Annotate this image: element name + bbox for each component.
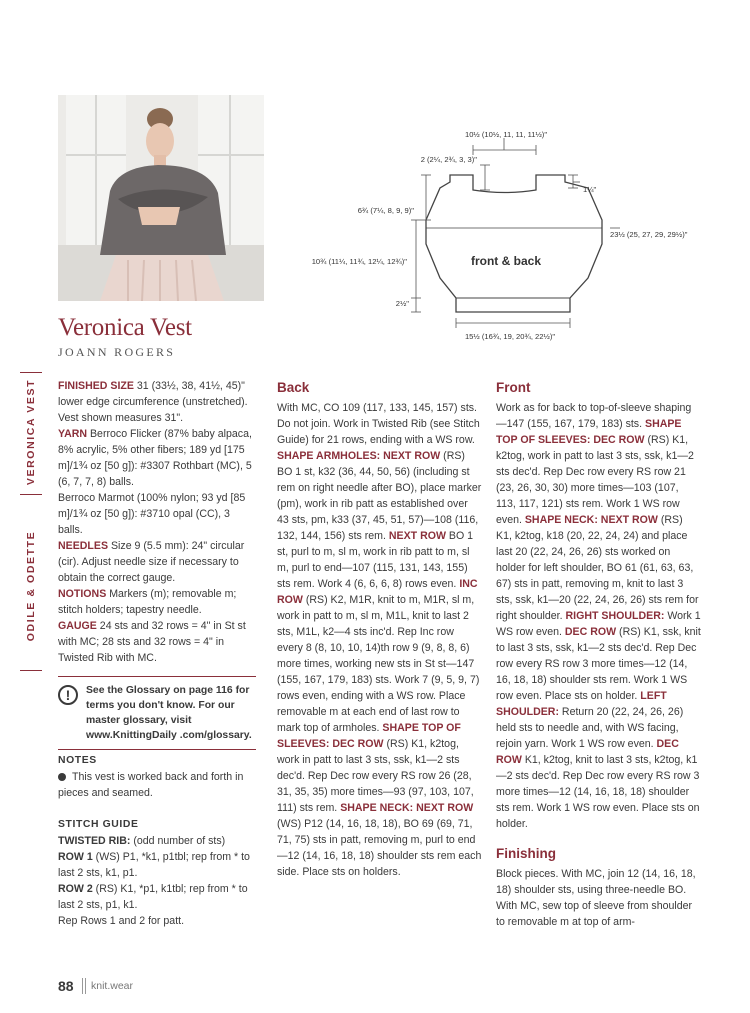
side-tab-divider bbox=[20, 372, 42, 373]
page-number: 88 bbox=[58, 978, 74, 994]
model-photo bbox=[58, 95, 264, 301]
stitch-guide-heading: STITCH GUIDE bbox=[58, 819, 139, 830]
row-1: ROW 1 (WS) P1, *k1, p1tbl; rep from * to last 2 sts, k1, p1. bbox=[58, 851, 250, 879]
front-instructions: Work as for back to top-of-sleeve shaping—147 (155, 167, 179, 183) sts. SHAPE TOP OF SLEEVES: DEC ROW (RS) K1, k2tog, work in patt to last 3 sts, ssk, k1—2 sts dec'd. Rep Dec row every RS row 21 (23, 26, 30, 30) more times—103 (107, 113, 117, 121) sts rem. Work 1 WS row even. SHAPE NECK: NEXT ROW (RS) K1, k2tog, k18 (20, 22, 24, 24) and place last 20 (22, 24, 26, 26) sts worked on holder for left shoulder, BO 61 (61, 63, 63, 67) sts in patt, removing m, knit to last 3 sts, ssk, k1—20 (22, 24, 26, 26) sts rem for right shoulder. RIGHT SHOULDER: Work 1 WS row even. DEC ROW (RS) K1, ssk, knit to last 3 sts, ssk, k1—2 sts dec'd. Rep Dec row every RS row 3 more times—12 (14, 16, 18, 18) shoulder sts rem. Work 1 WS row even. Place sts on holder. LEFT SHOULDER: Return 20 (22, 24, 26, 26) held sts to needle and, with WS facing, rejoin yarn. Work 1 WS row even. DEC ROW K1, k2tog, knit to last 3 sts, k2tog, k1—2 sts dec'd. Rep Dec row every RS row 3 more times—12 (14, 16, 18, 18) shoulder sts rem. Work 1 WS row even. Place sts on holder. bbox=[496, 402, 701, 830]
side-tab-divider bbox=[20, 494, 42, 495]
gauge: GAUGE 24 sts and 32 rows = 4" in St st with MC; 28 sts and 32 rows = 4" in Twisted Rib with MC. bbox=[58, 620, 246, 664]
schematic-rib-height: 2½" bbox=[395, 299, 409, 308]
side-tab-divider bbox=[20, 670, 42, 671]
schematic-circumference: 23½ (25, 27, 29, 29½)" bbox=[610, 230, 688, 239]
schematic-diagram bbox=[290, 120, 730, 350]
side-tab bbox=[20, 372, 42, 672]
finished-size: FINISHED SIZE 31 (33½, 38, 41½, 45)" lower edge circumference (unstretched). Vest shown measures 31". bbox=[58, 380, 248, 424]
schematic-top-width: 10½ (10½, 11, 11, 11½)" bbox=[464, 130, 548, 139]
notes-item: This vest is worked back and forth in pieces and seamed. bbox=[58, 771, 244, 799]
notes-section bbox=[58, 753, 256, 801]
finishing-instructions: Block pieces. With MC, join 12 (14, 16, 18, 18) shoulder sts, using three-needle BO. With MC, sew top of sleeve from shoulder to removable m at top of arm- bbox=[496, 868, 696, 928]
bullet-icon bbox=[58, 773, 66, 781]
side-tab-pattern-name: VERONICA VEST bbox=[25, 378, 37, 486]
schematic-sleeve-depth: 6¾ (7¼, 8, 9, 9)" bbox=[357, 206, 414, 215]
back-section bbox=[277, 380, 482, 880]
dimension-lines bbox=[411, 138, 620, 328]
schematic-side-length: 10¾ (11¼, 11¾, 12¼, 12¾)" bbox=[311, 257, 407, 266]
schematic-piece-label: front & back bbox=[470, 254, 542, 268]
twisted-rib: TWISTED RIB: (odd number of sts) bbox=[58, 835, 226, 847]
footer-divider bbox=[82, 978, 86, 994]
back-instructions: With MC, CO 109 (117, 133, 145, 157) sts. Do not join. Work in Twisted Rib (see Stitch Guide) for 21 rows, ending with a WS row. SHAPE ARMHOLES: NEXT ROW (RS) BO 1 st, k32 (36, 44, 50, 56) (including st rem on right needle after BO), place marker (pm), work in rib patt as established over 43 sts, pm, k33 (37, 45, 51, 57)—108 (116, 132, 144, 156) sts rem. NEXT ROW BO 1 st, purl to m, sl m, work in rib patt to m, sl m, purl to end—107 (115, 131, 143, 155) sts rem. Work 4 (6, 6, 6, 8) rows even. INC ROW (RS) K2, M1R, knit to m, M1R, sl m, work in patt to m, sl m, M1L, knit to last 2 sts, M1L, k2—4 sts inc'd. Rep Inc row every 8 (8, 10, 10, 14)th row 9 (9, 8, 8, 6) more times, working new sts in St st—147 (155, 167, 179, 183) sts. Work 7 (9, 5, 9, 7) rows even, ending with a WS row. Place removable m at each end of last row to mark top of armholes. SHAPE TOP OF SLEEVES: DEC ROW (RS) K1, k2tog, work in patt to last 3 sts, ssk, k1—2 sts dec'd. Rep Dec row every RS row 26 (28, 31, 35, 35) more times—93 (97, 103, 107, 111) sts rem. SHAPE NECK: NEXT ROW (WS) P12 (14, 16, 18, 18), BO 69 (69, 71, 71, 75) sts in patt, removing m, purl to end—12 (14, 16, 18, 18) shoulder sts rem each side. Place sts on holders. bbox=[277, 402, 482, 878]
yarn: YARN Berroco Flicker (87% baby alpaca, 8% acrylic, 5% other fibers; 189 yd [175 m]/1¾ oz [50 g]): #3307 Rothbart (MC), 5 (6, 7, 7, 8) balls. bbox=[58, 428, 252, 488]
notions: NOTIONS Markers (m); removable m; stitch holders; tapestry needle. bbox=[58, 588, 237, 616]
schematic-outline bbox=[426, 175, 602, 312]
stitch-guide-section bbox=[58, 817, 256, 929]
needles: NEEDLES Size 9 (5.5 mm): 24" circular (cir). Adjust needle size if necessary to obtain the correct gauge. bbox=[58, 540, 245, 584]
schematic-bottom-width: 15½ (16¾, 19, 20¾, 22½)" bbox=[464, 332, 556, 341]
finishing-heading: Finishing bbox=[496, 846, 556, 861]
pattern-title: Veronica Vest bbox=[58, 314, 192, 341]
notes-heading: NOTES bbox=[58, 755, 97, 766]
exclamation-icon: ! bbox=[58, 685, 78, 705]
schematic-shoulder-drop: 1¼" bbox=[583, 185, 597, 194]
schematic-neck-drop: 2 (2¼, 2¾, 3, 3)" bbox=[420, 155, 477, 164]
footer-brand: knit.wear bbox=[91, 980, 134, 992]
front-heading: Front bbox=[496, 380, 531, 395]
pattern-author: JOANN ROGERS bbox=[58, 345, 176, 359]
materials-section bbox=[58, 378, 256, 666]
glossary-callout-text: See the Glossary on page 116 for terms you don't know. For our master glossary, visit www.KnittingDaily .com/glossary. bbox=[86, 685, 252, 741]
front-section bbox=[496, 380, 701, 930]
row-2: ROW 2 (RS) K1, *p1, k1tbl; rep from * to last 2 sts, p1, k1. bbox=[58, 883, 248, 911]
glossary-callout bbox=[58, 676, 256, 750]
model-illustration bbox=[58, 95, 264, 301]
yarn-cc: Berroco Marmot (100% nylon; 93 yd [85 m]/1¾ oz [50 g]): #3710 opal (CC), 3 balls. bbox=[58, 492, 246, 536]
side-tab-collection: ODILE & ODETTE bbox=[25, 530, 37, 642]
back-heading: Back bbox=[277, 380, 310, 395]
rep-rows: Rep Rows 1 and 2 for patt. bbox=[58, 915, 185, 927]
